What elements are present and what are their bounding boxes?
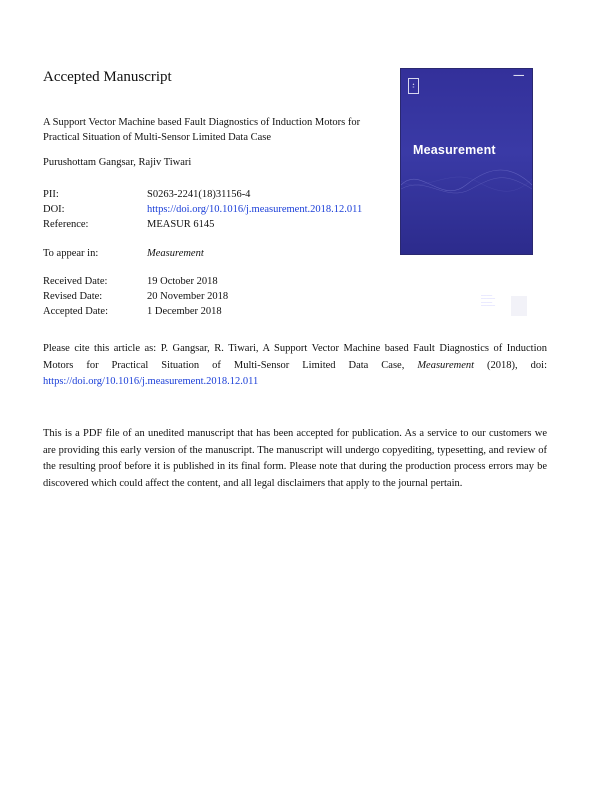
citation-paragraph	[43, 341, 547, 391]
reference-label: Reference:	[43, 219, 89, 230]
cover-issn-mark: ▬▬▬	[513, 73, 524, 77]
accepted-date: 1 December 2018	[147, 306, 222, 317]
journal-name: Measurement	[147, 248, 204, 259]
cover-thumbnail	[511, 296, 527, 316]
received-date: 19 October 2018	[147, 276, 218, 287]
doi-link[interactable]: https://doi.org/10.1016/j.measurement.2018.12.011	[147, 204, 363, 215]
revised-date-label: Revised Date:	[43, 291, 103, 302]
appear-in-label: To appear in:	[43, 248, 99, 259]
accepted-date-label: Accepted Date:	[43, 306, 109, 317]
cover-wave-graphic	[401, 155, 532, 215]
reference-value: MEASUR 6145	[147, 219, 215, 230]
received-date-label: Received Date:	[43, 276, 108, 287]
pii-label: PII:	[43, 189, 59, 200]
journal-cover	[401, 69, 532, 308]
disclaimer-paragraph: This is a PDF file of an unedited manuscript that has been accepted for publication. As a service to our customers we are providing this early version of the manuscript. The manuscript will undergo copyediting, typesetting, and review of the resulting proof before it is published in its final form. Please note that during the production process errors may be discovered which could affect the content, and all legal disclaimers that apply to the journal pertain.	[43, 428, 547, 489]
pii-value: S0263-2241(18)31156-4	[147, 189, 251, 200]
article-title: A Support Vector Machine based Fault Diagnostics of Induction Motors for Practical Situation of Multi-Sensor Limited Data Case	[43, 117, 361, 143]
citation-text: Please cite this article as: P. Gangsar, R. Tiwari, A Support Vector Machine based Fault Diagnostics of Induction Motors for Practical Situation of Multi-Sensor Limited Data Case,	[43, 343, 547, 371]
elsevier-logo-icon: ▲ ≡	[408, 78, 419, 94]
citation-doi-link[interactable]: https://doi.org/10.1016/j.measurement.2018.12.011	[43, 376, 259, 387]
cover-small-print: ▬▬▬▬ ▬▬▬▬▬ ▬▬▬▬ ▬▬▬▬▬	[481, 293, 495, 308]
cover-title: Measurement	[413, 143, 496, 157]
doi-label: DOI:	[43, 204, 65, 215]
revised-date: 20 November 2018	[147, 291, 229, 302]
citation-journal: Measurement	[417, 359, 475, 371]
citation-year: (2018), doi:	[474, 359, 547, 371]
page-heading: Accepted Manuscript	[43, 69, 172, 85]
authors: Purushottam Gangsar, Rajiv Tiwari	[43, 157, 192, 168]
